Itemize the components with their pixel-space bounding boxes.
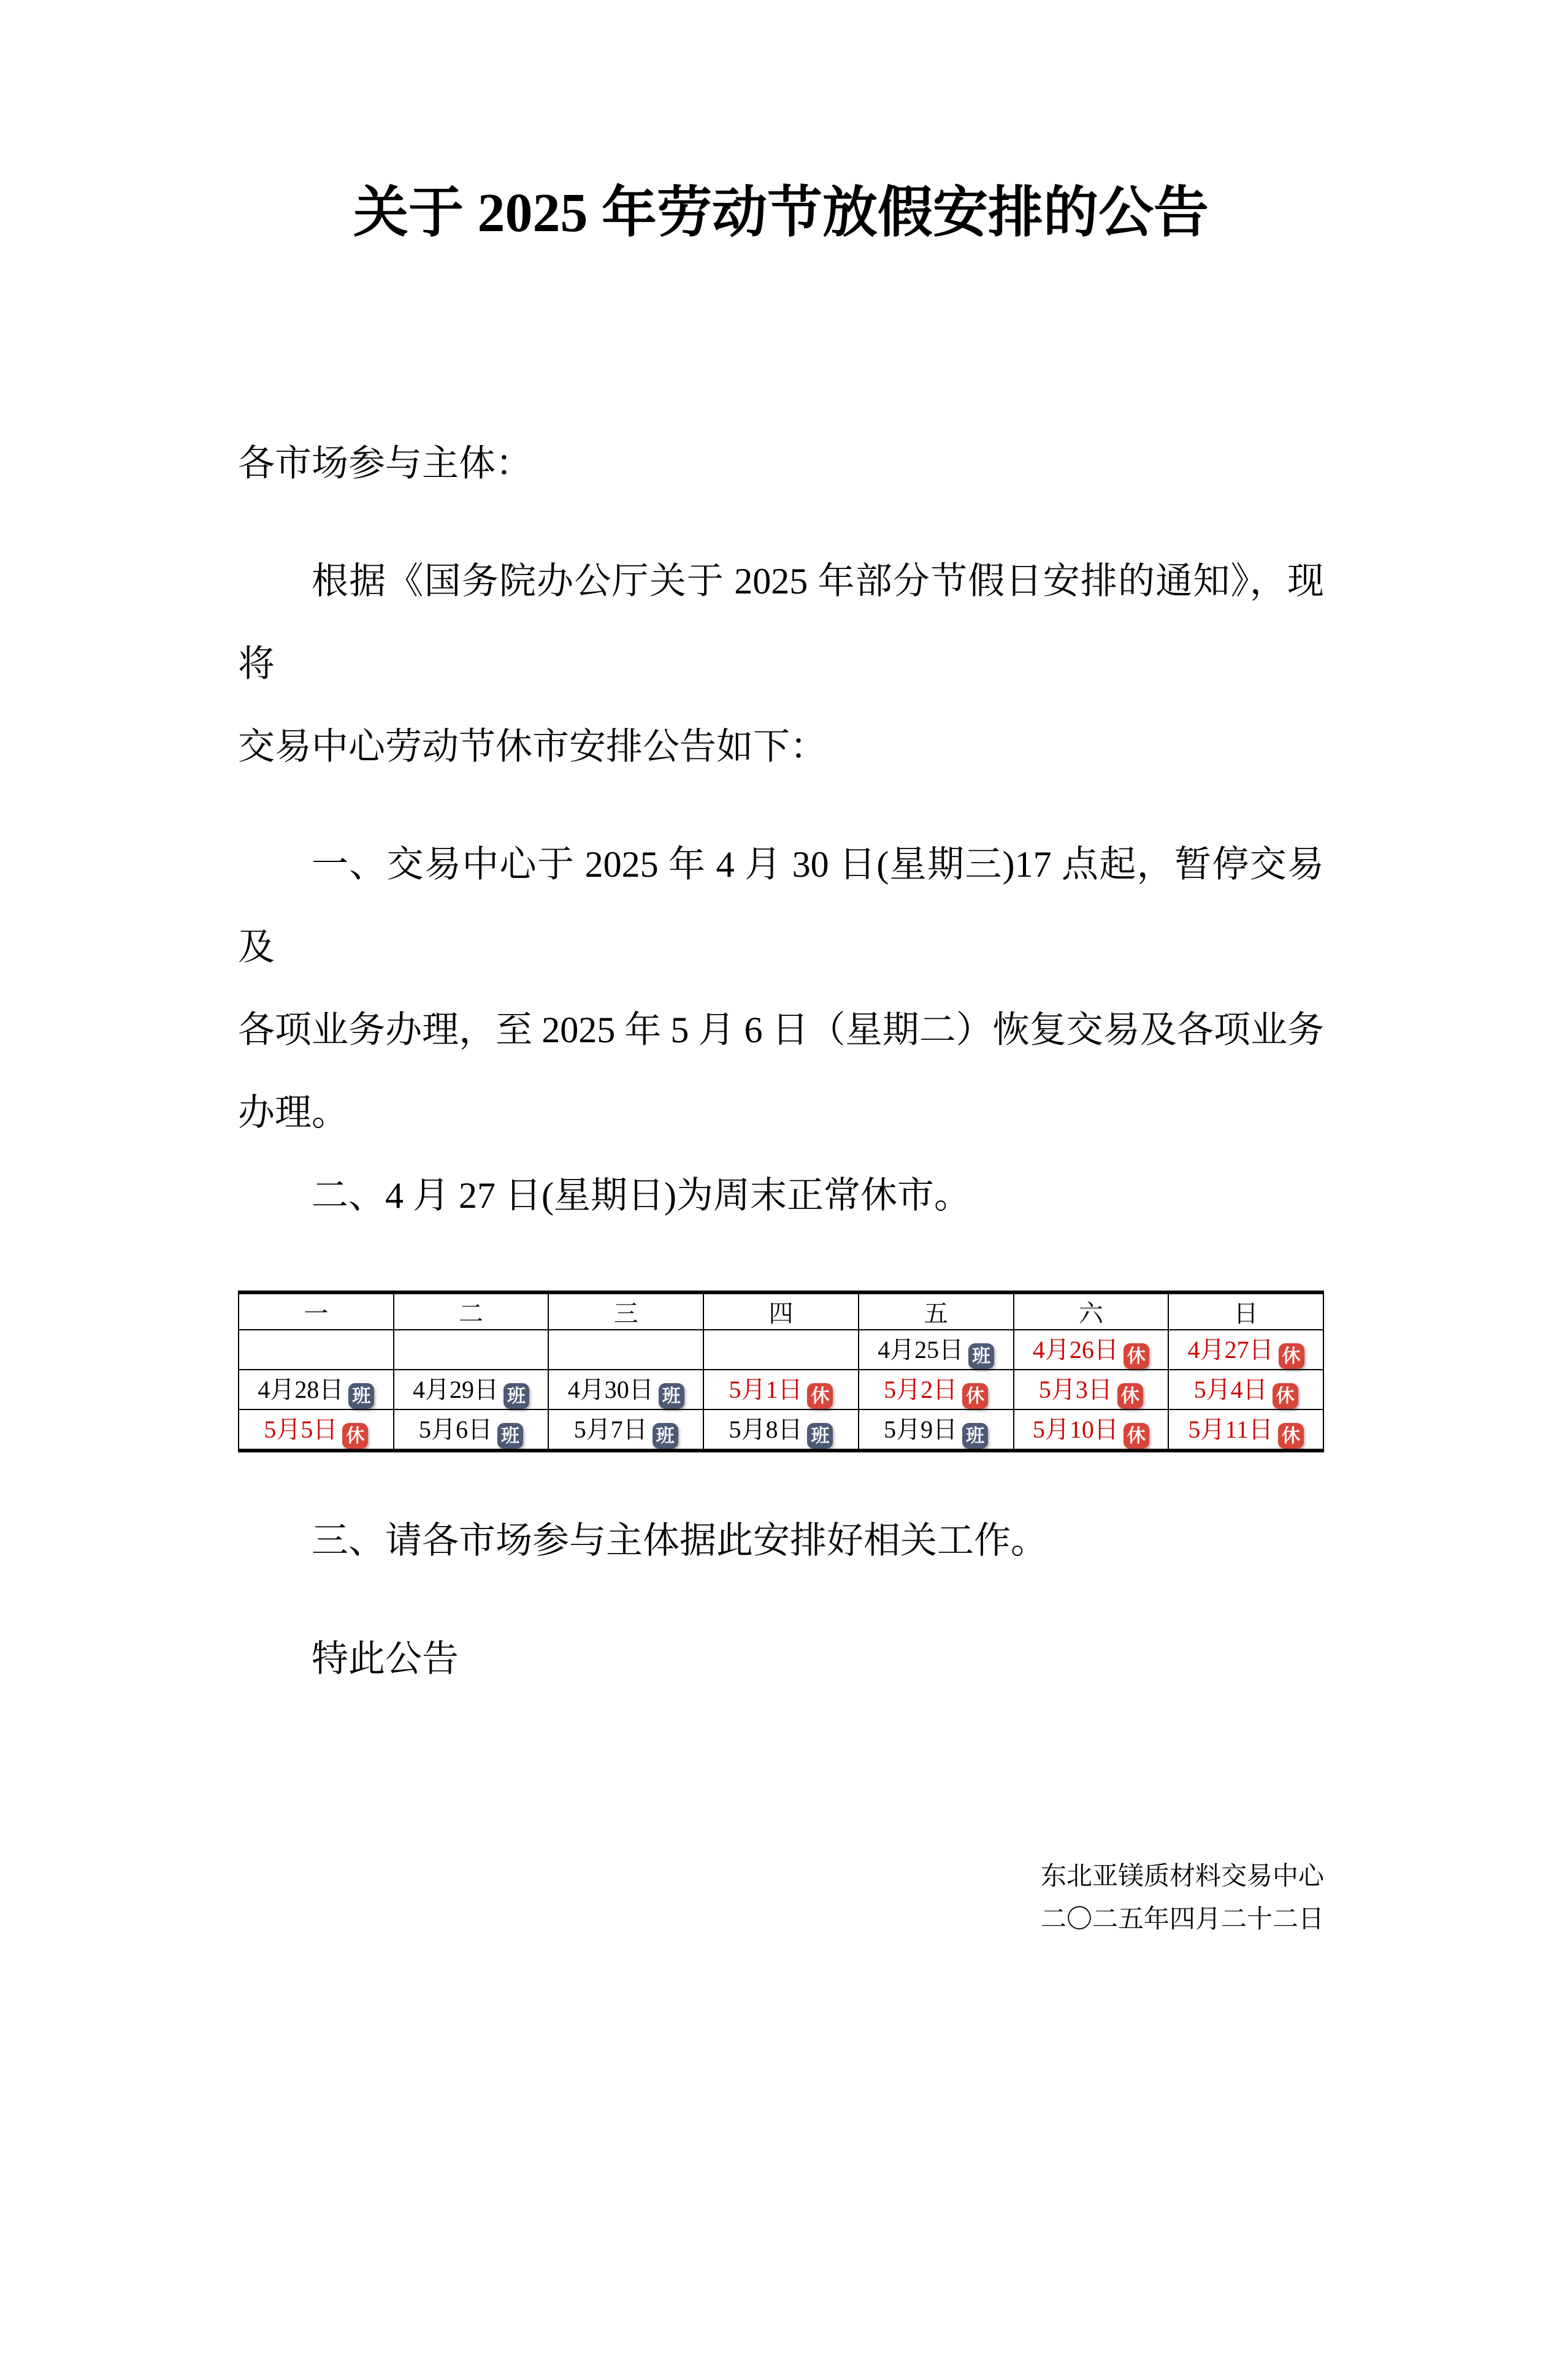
rest-badge: 休	[1279, 1343, 1304, 1369]
rest-badge: 休	[1117, 1383, 1143, 1409]
calendar-date: 5月7日	[573, 1415, 648, 1443]
paragraph-line: 二、4 月 27 日(星期日)为周末正常休市。	[312, 1175, 971, 1216]
calendar-date: 5月10日	[1032, 1415, 1119, 1443]
work-badge: 班	[968, 1343, 994, 1369]
salutation: 各市场参与主体：	[238, 443, 532, 484]
calendar-cell	[1014, 1330, 1169, 1370]
calendar-date: 4月26日	[1032, 1335, 1119, 1364]
calendar-cell	[1168, 1409, 1323, 1451]
signature-date: 二〇二五年四月二十二日	[1040, 1905, 1324, 1934]
calendar-date: 5月8日	[729, 1415, 803, 1443]
calendar-cell	[239, 1409, 394, 1451]
calendar-row	[239, 1409, 1323, 1451]
calendar-date: 4月27日	[1187, 1335, 1274, 1364]
rest-badge: 休	[1124, 1343, 1149, 1369]
rest-badge: 休	[1124, 1423, 1149, 1449]
calendar-weekday-header: 六	[1014, 1292, 1169, 1330]
calendar-cell	[548, 1370, 703, 1409]
rest-badge: 休	[1278, 1423, 1304, 1449]
calendar-cell	[394, 1330, 549, 1370]
paragraph-item-1	[238, 823, 1324, 1154]
calendar-cell	[239, 1370, 394, 1409]
calendar-cell	[394, 1409, 549, 1451]
calendar-weekday-header: 三	[548, 1292, 703, 1330]
calendar-cell	[1014, 1370, 1169, 1409]
calendar-cell	[548, 1409, 703, 1451]
calendar-header-row	[239, 1292, 1323, 1330]
work-badge: 班	[659, 1383, 684, 1409]
work-badge: 班	[962, 1423, 988, 1449]
rest-badge: 休	[807, 1383, 833, 1409]
calendar-date: 4月25日	[878, 1335, 964, 1364]
calendar-cell	[1168, 1330, 1323, 1370]
calendar-date: 4月28日	[258, 1375, 344, 1403]
rest-badge: 休	[962, 1383, 988, 1409]
signature-org: 东北亚镁质材料交易中心	[1040, 1862, 1324, 1891]
document-page	[0, 179, 1562, 2380]
work-badge: 班	[503, 1383, 529, 1409]
paragraph-line: 三、请各市场参与主体据此安排好相关工作。	[312, 1520, 1047, 1561]
page-title: 关于 2025 年劳动节放假安排的公告	[353, 183, 1209, 243]
paragraph-line: 交易中心劳动节休市安排公告如下：	[238, 726, 827, 767]
rest-badge: 休	[1273, 1383, 1298, 1409]
calendar-weekday-header: 日	[1168, 1292, 1323, 1330]
calendar-date: 5月2日	[884, 1375, 958, 1403]
paragraph-line: 一、交易中心于 2025 年 4 月 30 日(星期三)17 点起，暂停交易及	[238, 844, 1324, 967]
paragraph-line: 各项业务办理，至 2025 年 5 月 6 日（星期二）恢复交易及各项业务	[238, 1009, 1324, 1050]
calendar-weekday-header: 二	[394, 1292, 549, 1330]
calendar-date: 4月30日	[567, 1375, 654, 1403]
calendar-weekday-header: 五	[859, 1292, 1014, 1330]
calendar-cell	[239, 1330, 394, 1370]
calendar-cell	[859, 1409, 1014, 1451]
paragraph-item-3	[238, 1500, 1324, 1582]
calendar-date: 5月1日	[729, 1375, 803, 1403]
calendar-date: 4月29日	[413, 1375, 499, 1403]
calendar-cell	[1014, 1409, 1169, 1451]
calendar-cell	[1168, 1370, 1323, 1409]
calendar-cell	[548, 1330, 703, 1370]
closing-statement: 特此公告	[312, 1638, 459, 1679]
calendar-date: 5月5日	[264, 1415, 338, 1443]
paragraph-line: 根据《国务院办公厅关于 2025 年部分节假日安排的通知》，现将	[238, 560, 1324, 684]
calendar-cell	[394, 1370, 549, 1409]
paragraph-item-2	[238, 1154, 1324, 1237]
calendar-date: 5月9日	[884, 1415, 958, 1443]
calendar-cell	[859, 1330, 1014, 1370]
work-badge: 班	[807, 1423, 833, 1449]
work-badge: 班	[653, 1423, 678, 1449]
calendar-cell	[703, 1370, 859, 1409]
calendar-row	[239, 1330, 1323, 1370]
calendar-date: 5月6日	[419, 1415, 493, 1443]
calendar-body	[239, 1330, 1323, 1451]
calendar-weekday-header: 一	[239, 1292, 394, 1330]
calendar-cell	[703, 1409, 859, 1451]
calendar-cell	[859, 1370, 1014, 1409]
calendar-date: 5月3日	[1038, 1375, 1112, 1403]
calendar-date: 5月4日	[1193, 1375, 1268, 1403]
calendar-weekday-header: 四	[703, 1292, 859, 1330]
paragraph-intro	[238, 540, 1324, 788]
work-badge: 班	[348, 1383, 374, 1409]
holiday-calendar	[238, 1291, 1324, 1452]
calendar-date: 5月11日	[1188, 1415, 1273, 1443]
calendar-row	[239, 1370, 1323, 1409]
rest-badge: 休	[342, 1423, 368, 1449]
paragraph-line: 办理。	[238, 1092, 348, 1133]
signature-block	[238, 1855, 1324, 1941]
calendar-cell	[703, 1330, 859, 1370]
work-badge: 班	[497, 1423, 523, 1449]
calendar-header	[239, 1292, 1323, 1330]
